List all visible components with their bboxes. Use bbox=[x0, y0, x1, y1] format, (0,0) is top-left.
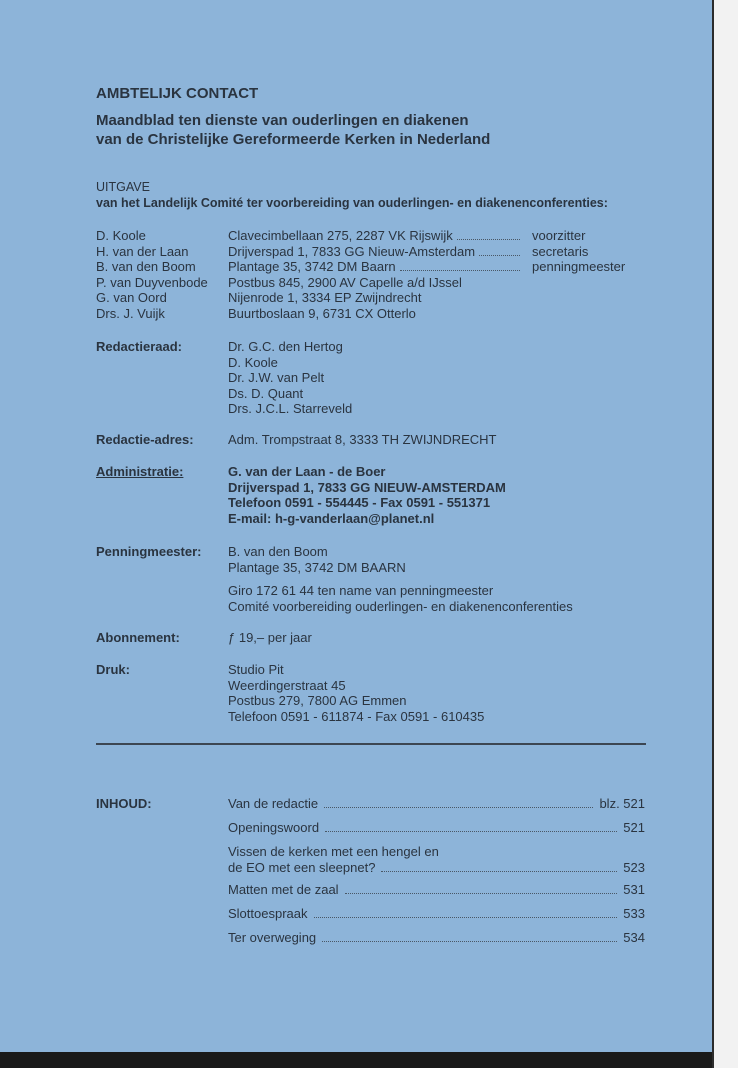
address-row bbox=[228, 244, 524, 260]
subtitle-line-1: Maandblad ten dienste van ouderlingen en diakenen bbox=[96, 112, 469, 129]
druk-line: Weerdingerstraat 45 bbox=[228, 677, 346, 693]
giro-line: Comité voorbereiding ouderlingen- en diakenenconferenties bbox=[228, 598, 573, 614]
penningmeester-address: Plantage 35, 3742 DM BAARN bbox=[228, 559, 406, 575]
toc-page: 534 bbox=[623, 930, 645, 945]
toc-page: 521 bbox=[623, 820, 645, 835]
redactieraad-members bbox=[228, 339, 352, 417]
committee-address: Drijverspad 1, 7833 GG Nieuw-Amsterdam bbox=[228, 243, 476, 259]
redactieraad-member: Ds. D. Quant bbox=[228, 385, 304, 401]
redactieraad-member: D. Koole bbox=[228, 354, 278, 370]
toc-page: 531 bbox=[623, 882, 645, 897]
committee-address: Buurtboslaan 9, 6731 CX Otterlo bbox=[228, 305, 416, 321]
administratie-email: E-mail: h-g-vanderlaan@planet.nl bbox=[228, 510, 435, 526]
druk-label: Druk: bbox=[96, 662, 130, 677]
administratie-name: G. van der Laan - de Boer bbox=[228, 464, 386, 479]
divider-rule bbox=[96, 743, 646, 745]
administratie-label: Administratie: bbox=[96, 464, 184, 479]
redactieraad-member: Dr. G.C. den Hertog bbox=[228, 339, 343, 354]
toc-item[interactable] bbox=[228, 882, 645, 897]
committee-name: P. van Duyvenbode bbox=[96, 274, 208, 290]
toc-page: blz. 521 bbox=[599, 796, 645, 811]
penningmeester-label: Penningmeester: bbox=[96, 544, 202, 559]
committee-roles bbox=[532, 228, 625, 275]
committee-address: Postbus 845, 2900 AV Capelle a/d IJssel bbox=[228, 274, 462, 290]
toc-title: Matten met de zaal bbox=[228, 882, 339, 897]
abonnement-value: ƒ 19,– per jaar bbox=[228, 630, 312, 645]
committee-name: B. van den Boom bbox=[96, 259, 196, 274]
committee-name: D. Koole bbox=[96, 228, 146, 243]
penningmeester-block bbox=[228, 544, 406, 575]
druk-block bbox=[228, 662, 484, 724]
toc-page: 523 bbox=[623, 859, 645, 875]
scan-edge-bottom bbox=[0, 1052, 712, 1068]
toc-page: 533 bbox=[623, 906, 645, 921]
giro-line: Giro 172 61 44 ten name van penningmeester bbox=[228, 583, 494, 598]
toc-title: Van de redactie bbox=[228, 796, 319, 811]
committee-name: H. van der Laan bbox=[96, 243, 189, 259]
committee-role: penningmeester bbox=[532, 259, 626, 274]
administratie-block bbox=[228, 464, 506, 526]
toc-title-row bbox=[228, 860, 645, 876]
toc-item[interactable] bbox=[228, 796, 645, 811]
inhoud-label: INHOUD: bbox=[96, 796, 152, 811]
toc-title: Slottoespraak bbox=[228, 906, 308, 921]
druk-line: Studio Pit bbox=[228, 662, 284, 677]
administratie-address: Drijverspad 1, 7833 GG NIEUW-AMSTERDAM bbox=[228, 479, 506, 495]
toc-item[interactable] bbox=[228, 844, 645, 875]
redactieraad-member: Drs. J.C.L. Starreveld bbox=[228, 401, 353, 416]
committee-role: voorzitter bbox=[532, 228, 586, 243]
giro-block bbox=[228, 583, 573, 614]
toc-title: de EO met een sleepnet? bbox=[228, 859, 376, 875]
committee-role: secretaris bbox=[532, 243, 589, 259]
redactie-adres-value: Adm. Trompstraat 8, 3333 TH ZWIJNDRECHT bbox=[228, 432, 497, 447]
penningmeester-name: B. van den Boom bbox=[228, 544, 328, 559]
toc-item[interactable] bbox=[228, 820, 645, 835]
uitgave-heading: UITGAVE bbox=[96, 180, 150, 194]
redactie-adres-label: Redactie-adres: bbox=[96, 432, 194, 447]
subtitle-line-2: van de Christelijke Gereformeerde Kerken in Nederland bbox=[96, 131, 491, 148]
committee-names bbox=[96, 228, 208, 321]
magazine-title: AMBTELIJK CONTACT bbox=[96, 85, 259, 102]
committee-name: Drs. J. Vuijk bbox=[96, 305, 165, 321]
toc-title: Ter overweging bbox=[228, 930, 317, 945]
scan-edge-right bbox=[712, 0, 738, 1068]
committee-address: Nijenrode 1, 3334 EP Zwijndrecht bbox=[228, 290, 422, 305]
address-row bbox=[228, 259, 524, 275]
druk-line: Telefoon 0591 - 611874 - Fax 0591 - 610435 bbox=[228, 708, 485, 724]
toc-item[interactable] bbox=[228, 906, 645, 921]
address-row bbox=[228, 228, 524, 244]
druk-line: Postbus 279, 7800 AG Emmen bbox=[228, 693, 407, 708]
redactieraad-member: Dr. J.W. van Pelt bbox=[228, 370, 325, 385]
committee-address: Plantage 35, 3742 DM Baarn bbox=[228, 259, 396, 274]
committee-addresses bbox=[228, 228, 524, 321]
administratie-phone: Telefoon 0591 - 554445 - Fax 0591 - 551371 bbox=[228, 495, 491, 510]
committee-name: G. van Oord bbox=[96, 290, 167, 305]
toc-title: Openingswoord bbox=[228, 820, 320, 835]
committee-address: Clavecimbellaan 275, 2287 VK Rijswijk bbox=[228, 228, 453, 243]
uitgave-text: van het Landelijk Comité ter voorbereiding van ouderlingen- en diakenenconferenties: bbox=[96, 196, 608, 210]
toc-title-line: Vissen de kerken met een hengel en bbox=[228, 844, 439, 859]
abonnement-label: Abonnement: bbox=[96, 630, 180, 645]
redactieraad-label: Redactieraad: bbox=[96, 339, 182, 354]
toc-item[interactable] bbox=[228, 930, 645, 945]
